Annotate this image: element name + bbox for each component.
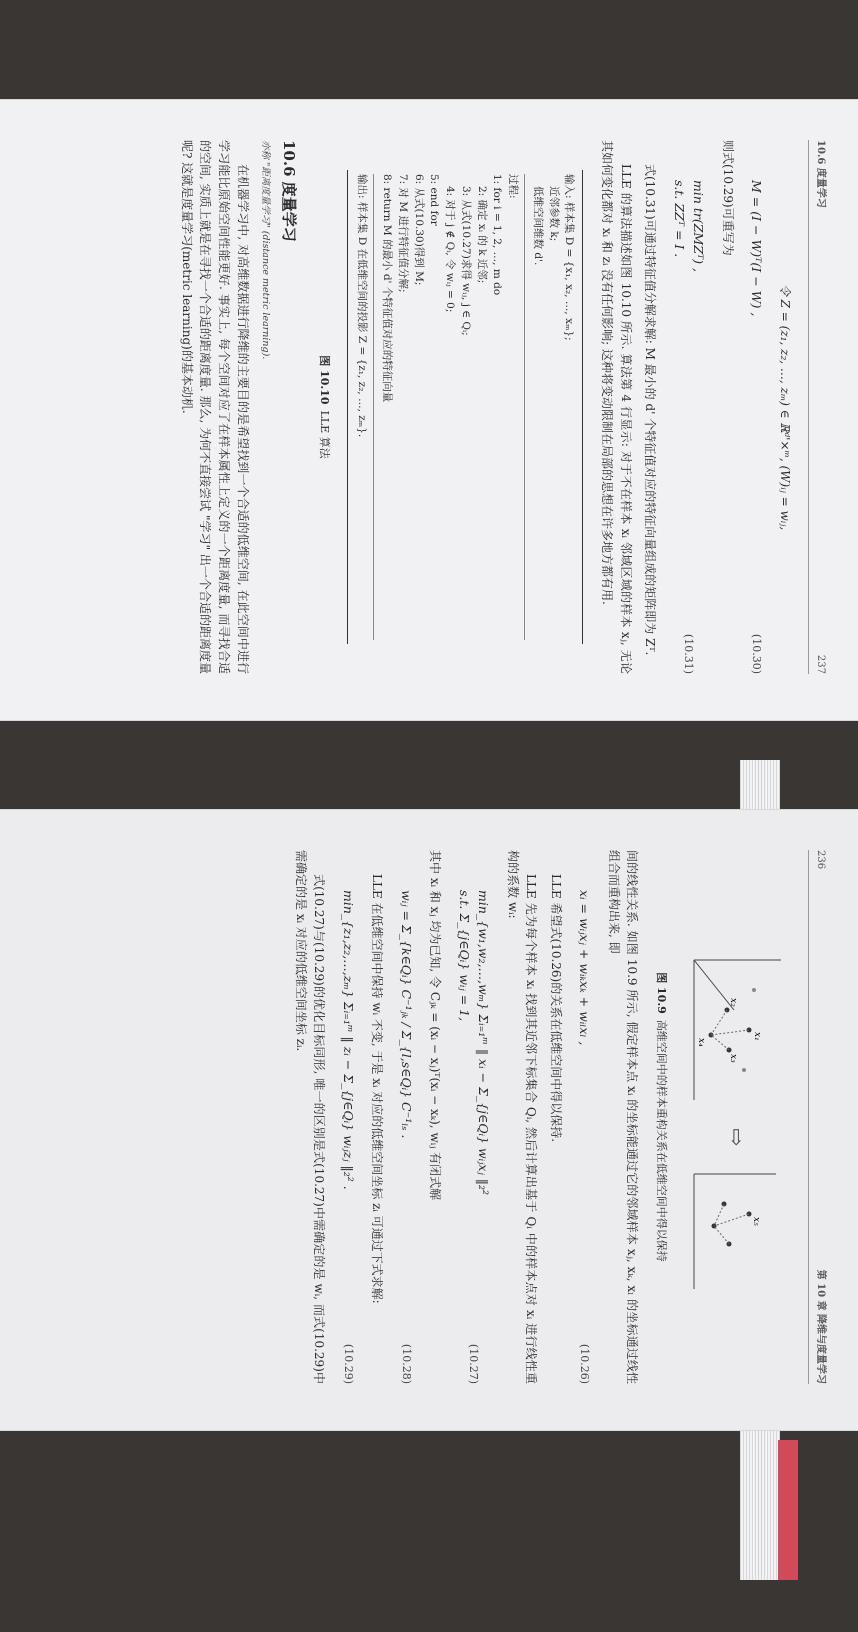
equation-line: min_{w₁,w₂,…,wₘ} Σᵢ₌₁ᵐ ‖ xᵢ − Σ_{j∈Qᵢ} wᵢⱼxⱼ ‖₂² — [476, 890, 492, 1196]
algo-step: 5: end for — [428, 174, 441, 226]
paragraph: 式(10.31)可通过特征值分解求解: M 最小的 d' 个特征值对应的特征向量组成的矩阵即为 Zᵀ. — [643, 164, 658, 656]
equation-10-27 — [454, 890, 493, 1384]
algorithm-box — [347, 170, 584, 644]
paragraph: LLE 先为每个样本 xᵢ 找到其近邻下标集合 Qᵢ, 然后计算出基于 Qᵢ 中的样本点对 xᵢ 进行线性重构的系数 wᵢ: — [505, 850, 539, 1384]
algo-step: 7: 对 M 进行特征值分解; — [396, 174, 409, 293]
algo-step: 6: 从式(10.30)得到 M; — [412, 174, 425, 286]
equation-number: (10.29) — [341, 1343, 355, 1384]
equation-number: (10.27) — [467, 1343, 481, 1384]
equation-number: (10.30) — [749, 633, 763, 674]
paragraph: 间的线性关系. 如图 10.9 所示, 假定样本点 xᵢ 的坐标能通过它的邻域样本 xⱼ, xₖ, xₗ 的坐标通过线性组合而重构出来, 即 — [606, 850, 640, 1384]
caption-label: 图 10.10 — [317, 355, 331, 405]
equation-number: (10.31) — [682, 633, 696, 674]
figure-high-dim — [680, 940, 790, 1110]
page-header — [809, 140, 829, 674]
page-236 — [0, 810, 858, 1430]
caption-text: LLE 算法 — [317, 410, 331, 459]
algo-step: 4: 对于 j ∉ Qᵢ, 令 wᵢⱼ = 0; — [444, 186, 457, 313]
equation-10-30 — [747, 180, 766, 674]
paragraph: 则式(10.29)可重写为 — [720, 140, 735, 256]
figure-label: x₅ — [751, 1217, 762, 1226]
equation-number: (10.26) — [578, 1343, 592, 1384]
equation-number: (10.28) — [399, 1343, 413, 1384]
paragraph: 其中 xᵢ 和 xⱼ 均为已知, 令 Cⱼₖ = (xᵢ − xⱼ)ᵀ(xᵢ − xₖ), wᵢⱼ 有闭式解 — [428, 850, 443, 1201]
algo-input: 输入: 样本集 D = {x₁, x₂, …, xₘ}; — [563, 174, 576, 341]
algo-process: 过程: — [507, 174, 520, 199]
section-title: 10.6 度量学习 — [279, 140, 298, 242]
figure-caption — [653, 850, 670, 1384]
equation-10-28 — [396, 890, 415, 1384]
equation-10-29 — [338, 890, 357, 1384]
caption-text: 高维空间中的样本重构关系在低维空间中得以保持 — [655, 1019, 669, 1262]
arrow-right-icon: ⇨ — [722, 1127, 748, 1147]
equation-body: wᵢⱼ = Σ_{k∈Qᵢ} C⁻¹ⱼₖ / Σ_{l,s∈Qᵢ} C⁻¹ₗₛ . — [398, 890, 414, 1139]
page-237 — [0, 100, 858, 720]
algo-step: 1: for i = 1, 2, …, m do — [491, 174, 504, 296]
equation-line: min tr(ZMZᵀ) , — [690, 180, 706, 272]
paragraph: LLE 希望式(10.26)的关系在低维空间中得以保持. — [548, 874, 563, 1143]
equation-10-31 — [669, 180, 708, 674]
paragraph: LLE 的算法描述如图 10.10 所示. 算法第 4 行显示: 对于不在样本 xᵢ 邻域区域的样本 xⱼ, 无论其如何变化都对 xᵢ 和 zᵢ 没有任何影响; 这种将变动限制在局部的思想在许多地方都有用. — [600, 140, 633, 674]
figure-label: x₁ — [752, 1031, 763, 1041]
header-chapter: 10.6 度量学习 — [815, 140, 826, 208]
algo-divider — [373, 174, 374, 640]
figure-label: x₂ — [728, 997, 739, 1007]
algo-output: 输出: 样本集 D 在低维空间的投影 Z = {z₁, z₂, …, zₘ}. — [356, 174, 369, 438]
paragraph: 式(10.27)与(10.29)的优化目标同形, 唯一的区别是式(10.27)中需确定的是 wᵢ, 而式(10.29)中需确定的是 xᵢ 对应的低维空间坐标 zᵢ. — [293, 850, 327, 1384]
right-page — [0, 100, 858, 720]
equation-body — [669, 180, 708, 272]
equation-body: min_{z₁,z₂,…,zₘ} Σᵢ₌₁ᵐ ‖ zᵢ − Σ_{j∈Qᵢ} wᵢⱼzⱼ ‖₂² . — [340, 890, 356, 1190]
margin-note: 亦称 "距离度量学习" (distance metric learning). — [260, 140, 272, 360]
page-header — [809, 850, 829, 1384]
equation-line: s.t. Σ_{j∈Qᵢ} wᵢⱼ = 1, — [456, 890, 472, 1022]
algo-input-d: 低维空间维数 d'. — [531, 186, 544, 266]
eq-definition: 令 Z = (z₁, z₂, …, zₘ) ∈ ℝᵈ'×ᵐ, (W)ᵢⱼ = wᵢⱼ, — [778, 283, 793, 531]
header-page-number: 237 — [815, 654, 826, 674]
algo-step: 8: return M 的最小 d' 个特征值对应的特征向量 — [381, 174, 394, 403]
figure-label: x₄ — [696, 1037, 707, 1047]
algo-input-k: 近邻参数 k; — [547, 186, 560, 242]
figure-label: x₃ — [728, 1053, 739, 1063]
header-page-number: 236 — [815, 850, 826, 870]
left-page — [0, 810, 858, 1430]
figure-low-dim — [685, 1164, 785, 1294]
book-cover-strip — [778, 1440, 798, 1580]
paragraph: 在机器学习中, 对高维数据进行降维的主要目的是希望找到一个合适的低维空间, 在此空间中进行学习能比原始空间性能更好. 事实上, 每个空间对应了在样本属性上定义的一个距离度量, 而寻找合适的空间, 实质上就是在寻找一个合适的距离度量. 那么, 为何不直接尝试 "学习" 出一个合适的距离度量呢? 这就是度量学习(metric learning)的基本动机. — [179, 140, 250, 674]
equation-10-26 — [575, 890, 594, 1384]
equation-body: M = (I − W)ᵀ(I − W) , — [748, 180, 764, 317]
equation-line: s.t. ZZᵀ = I . — [671, 180, 687, 258]
header-chapter: 第 10 章 降维与度量学习 — [815, 1269, 826, 1384]
algo-step: 2: 确定 xᵢ 的 k 近邻; — [475, 186, 488, 284]
algo-step: 3: 从式(10.27)求得 wᵢⱼ, j ∈ Qᵢ; — [459, 186, 472, 336]
figure-caption — [316, 140, 333, 674]
equation-body — [454, 890, 493, 1195]
algo-divider — [524, 174, 525, 640]
equation-body: xᵢ = wᵢⱼxⱼ + wᵢₖxₖ + wᵢₗxₗ , — [577, 890, 593, 1046]
figure-10-9 — [675, 850, 795, 1384]
paragraph: LLE 在低维空间中保持 wᵢ 不变, 于是 xᵢ 对应的低维空间坐标 zᵢ 可通过下式求解: — [370, 874, 385, 1304]
caption-label: 图 10.9 — [655, 972, 669, 1014]
